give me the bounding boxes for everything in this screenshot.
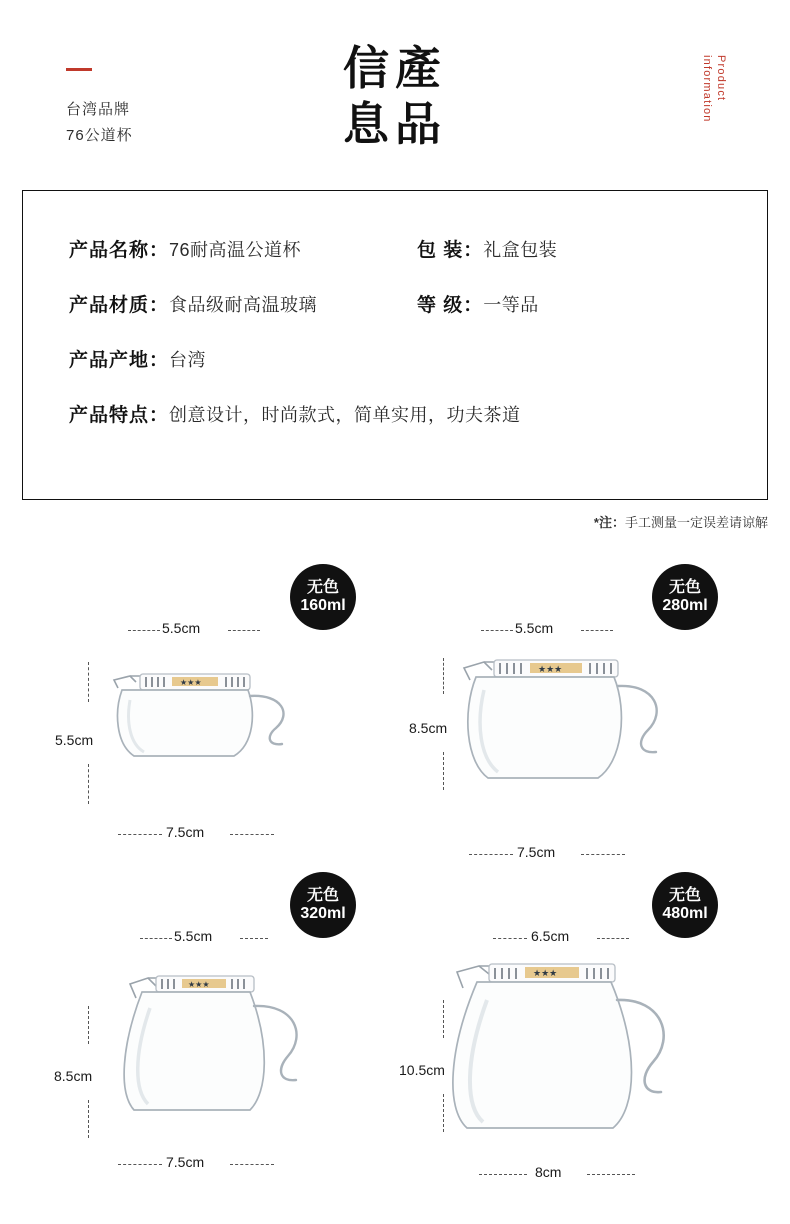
spec-row xyxy=(69,235,721,262)
note-label: 注： xyxy=(598,515,625,530)
page-header xyxy=(0,0,790,190)
height-label: 8.5cm xyxy=(54,1068,93,1084)
dimension-line xyxy=(493,938,527,939)
product-cell xyxy=(395,552,790,872)
note-text: 手工测量一定误差请谅解 xyxy=(624,515,768,530)
dimension-line xyxy=(228,630,260,631)
top-width-label: 5.5cm xyxy=(515,620,554,636)
dimension-line xyxy=(481,630,513,631)
vertical-product-information-label xyxy=(700,55,728,175)
volume-badge xyxy=(652,564,718,630)
volume-badge xyxy=(290,564,356,630)
spec-row xyxy=(69,400,721,427)
dimension-line xyxy=(88,1100,89,1138)
badge-volume-label: 320ml xyxy=(300,905,346,922)
spec-value: 一等品 xyxy=(483,295,539,315)
height-label: 5.5cm xyxy=(55,732,94,748)
svg-text:★★★: ★★★ xyxy=(188,980,210,989)
note-star: * xyxy=(593,515,599,530)
dimension-line xyxy=(597,938,629,939)
page-title xyxy=(0,40,790,152)
spec-label: 等 级： xyxy=(417,295,484,316)
dimension-line xyxy=(88,1006,89,1044)
measurement-note xyxy=(594,512,768,531)
dimension-line xyxy=(128,630,160,631)
spec-cell xyxy=(69,400,521,427)
svg-text:★★★: ★★★ xyxy=(533,968,558,978)
bottom-width-label: 7.5cm xyxy=(166,824,205,840)
product-cell xyxy=(0,552,395,872)
volume-badge xyxy=(652,872,718,938)
spec-value: 创意设计，时尚款式，简单实用，功夫茶道 xyxy=(169,405,521,425)
badge-color-label: 无色 xyxy=(668,579,701,596)
svg-text:★★★: ★★★ xyxy=(538,664,563,674)
spec-label: 产品特点： xyxy=(69,405,170,426)
dimension-line xyxy=(443,658,444,694)
page-title-line-1: 信產 xyxy=(343,41,447,95)
dimension-line xyxy=(88,662,89,702)
spec-row xyxy=(69,345,721,372)
dimension-line xyxy=(581,630,613,631)
bottom-width-label: 7.5cm xyxy=(517,844,556,860)
spec-cell xyxy=(69,290,417,317)
bottom-width-label: 7.5cm xyxy=(166,1154,205,1170)
product-image-160ml xyxy=(100,652,340,837)
spec-cell xyxy=(69,345,417,372)
spec-value: 礼盒包装 xyxy=(483,240,558,260)
badge-color-label: 无色 xyxy=(306,579,339,596)
badge-volume-label: 280ml xyxy=(662,597,708,614)
specification-rows xyxy=(23,191,767,427)
dimension-line xyxy=(443,752,444,790)
specification-box xyxy=(22,190,768,500)
spec-label: 产品产地： xyxy=(69,350,170,371)
top-width-label: 5.5cm xyxy=(174,928,213,944)
page-title-line-2: 息品 xyxy=(343,97,447,151)
spec-value: 食品级耐高温玻璃 xyxy=(169,295,318,315)
spec-value: 台湾 xyxy=(169,350,207,370)
product-size-grid xyxy=(0,552,790,1192)
height-label: 8.5cm xyxy=(409,720,448,736)
svg-text:★★★: ★★★ xyxy=(180,678,202,687)
badge-color-label: 无色 xyxy=(306,887,339,904)
spec-cell xyxy=(417,235,557,262)
badge-volume-label: 480ml xyxy=(662,905,708,922)
spec-label: 包 装： xyxy=(417,240,484,261)
brand-line-2: 76公道杯 xyxy=(66,127,133,144)
volume-badge xyxy=(290,872,356,938)
badge-color-label: 无色 xyxy=(668,887,701,904)
spec-cell xyxy=(417,290,539,317)
vertical-label-line-2: information xyxy=(701,55,713,123)
top-width-label: 5.5cm xyxy=(162,620,201,636)
top-width-label: 6.5cm xyxy=(531,928,570,944)
vertical-label-line-1: Product xyxy=(715,55,727,102)
dimension-line xyxy=(240,938,268,939)
height-label: 10.5cm xyxy=(399,1062,445,1078)
brand-line-1: 台湾品牌 xyxy=(66,101,131,118)
product-image-280ml xyxy=(450,640,700,855)
spec-value: 76耐高温公道杯 xyxy=(169,240,302,260)
spec-row xyxy=(69,290,721,317)
product-image-480ml xyxy=(435,942,695,1187)
dimension-line xyxy=(88,764,89,804)
bottom-width-label: 8cm xyxy=(535,1164,562,1180)
product-cell xyxy=(0,872,395,1192)
spec-label: 产品材质： xyxy=(69,295,170,316)
spec-cell xyxy=(69,235,417,262)
product-cell xyxy=(395,872,790,1192)
spec-label: 产品名称： xyxy=(69,240,170,261)
dimension-line xyxy=(140,938,172,939)
badge-volume-label: 160ml xyxy=(300,597,346,614)
product-image-320ml xyxy=(108,952,348,1172)
